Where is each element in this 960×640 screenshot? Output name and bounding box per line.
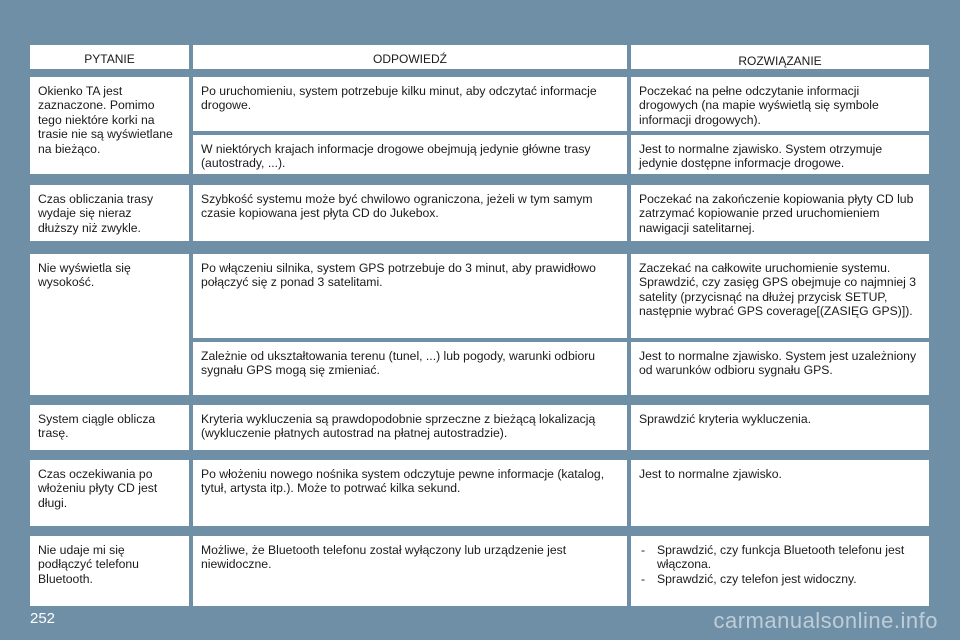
row-6-solution-list — [639, 543, 917, 586]
row-4-question: System ciągle oblicza trasę. — [30, 405, 189, 450]
row-1-solution-2: Jest to normalne zjawisko. System otrzymuje jedynie dostępne informacje drogowe. — [631, 135, 929, 174]
row-1-solution-1: Poczekać na pełne odczytanie informacji drogowych (na mapie wyświetlą się symbole informacji drogowych). — [631, 77, 929, 131]
header-solution: ROZWIĄZANIE — [631, 45, 929, 69]
row-2-question: Czas obliczania trasy wydaje się nieraz dłuższy niż zwykle. — [30, 185, 189, 241]
row-6-question: Nie udaje mi się podłączyć telefonu Bluetooth. — [30, 536, 189, 606]
row-3-solution-1: Zaczekać na całkowite uruchomienie systemu. Sprawdzić, czy zasięg GPS obejmuje co najmniej 3 satelity (przycisnąć na dłużej przycisk SETUP, następnie wybrać GPS coverage[(ZASIĘG GPS)]). — [631, 254, 929, 338]
row-1-question: Okienko TA jest zaznaczone. Pomimo tego niektóre korki na trasie nie są wyświetlane na bieżąco. — [30, 77, 189, 174]
row-6-solution-1 — [631, 536, 929, 606]
row-6-answer-1: Możliwe, że Bluetooth telefonu został wyłączony lub urządzenie jest niewidoczne. — [193, 536, 627, 606]
watermark: carmanualsonline.info — [713, 608, 938, 633]
row-3-answer-1: Po włączeniu silnika, system GPS potrzebuje do 3 minut, aby prawidłowo połączyć się z ponad 3 satelitami. — [193, 254, 627, 338]
row-2-answer-1: Szybkość systemu może być chwilowo ograniczona, jeżeli w tym samym czasie kopiowana jest płyta CD do Jukebox. — [193, 185, 627, 241]
row-3-question: Nie wyświetla się wysokość. — [30, 254, 189, 395]
row-4-answer-1: Kryteria wykluczenia są prawdopodobnie sprzeczne z bieżącą lokalizacją (wykluczenie płatnych autostrad na płatnej autostradzie). — [193, 405, 627, 450]
row-5-answer-1: Po włożeniu nowego nośnika system odczytuje pewne informacje (katalog, tytuł, artysta itp.). Może to potrwać kilka sekund. — [193, 460, 627, 526]
row-5-question: Czas oczekiwania po włożeniu płyty CD jest długi. — [30, 460, 189, 526]
row-1-answer-1: Po uruchomieniu, system potrzebuje kilku minut, aby odczytać informacje drogowe. — [193, 77, 627, 131]
row-6-solution-item-2: - Sprawdzić, czy telefon jest widoczny. — [639, 572, 917, 586]
row-1-answer-2: W niektórych krajach informacje drogowe obejmują jedynie główne trasy (autostrady, ...). — [193, 135, 627, 174]
header-answer: ODPOWIEDŹ — [193, 45, 627, 69]
header-question: PYTANIE — [30, 45, 189, 69]
row-3-answer-2: Zależnie od ukształtowania terenu (tunel, ...) lub pogody, warunki odbioru sygnału GPS mogą się zmieniać. — [193, 342, 627, 395]
row-6-solution-item-1: - Sprawdzić, czy funkcja Bluetooth telefonu jest włączona. — [639, 543, 917, 572]
page-number: 252 — [30, 610, 56, 627]
row-4-solution-1: Sprawdzić kryteria wykluczenia. — [631, 405, 929, 450]
row-2-solution-1: Poczekać na zakończenie kopiowania płyty CD lub zatrzymać kopiowanie przed uruchomieniem nawigacji satelitarnej. — [631, 185, 929, 241]
row-3-solution-2: Jest to normalne zjawisko. System jest uzależniony od warunków odbioru sygnału GPS. — [631, 342, 929, 395]
row-5-solution-1: Jest to normalne zjawisko. — [631, 460, 929, 526]
